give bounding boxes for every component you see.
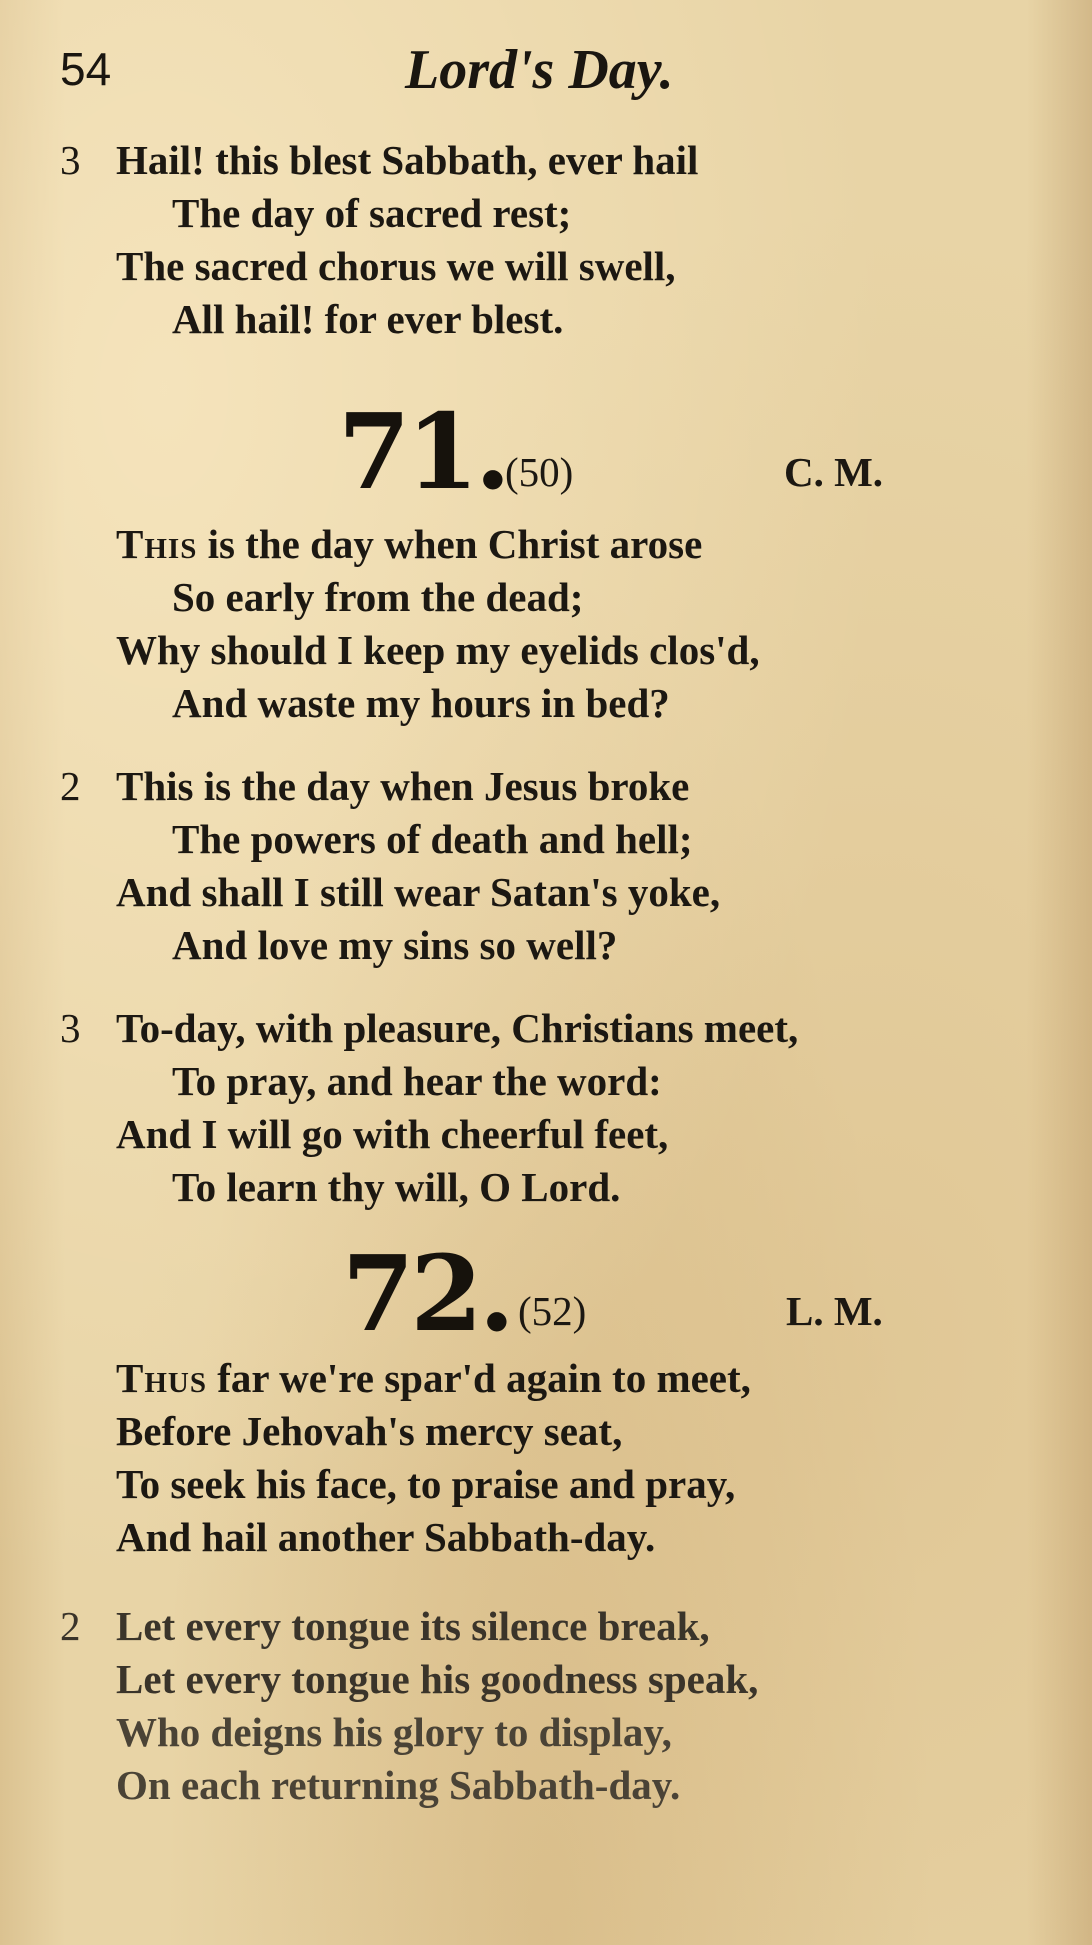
hymn-meter: L. M.	[786, 1288, 883, 1334]
verse-line: And waste my hours in bed?	[172, 680, 670, 726]
page-number: 54	[60, 43, 112, 95]
verse-line: Before Jehovah's mercy seat,	[116, 1408, 623, 1454]
verse-number: 2	[60, 1603, 81, 1649]
hymn-number: 72.	[342, 1232, 511, 1355]
hymn-72-heading	[0, 1232, 1092, 1355]
verse-line: And love my sins so well?	[172, 922, 618, 968]
hymn-meter: C. M.	[784, 449, 884, 495]
verse-line: All hail! for ever blest.	[172, 296, 564, 342]
verse-line: This is the day when Jesus broke	[116, 763, 690, 809]
verse-line: So early from the dead;	[172, 574, 584, 620]
verse-line: To learn thy will, O Lord.	[172, 1164, 621, 1210]
verse-line: far we're spar'd again to meet,	[206, 1355, 751, 1401]
verse-line: On each returning Sabbath-day.	[116, 1762, 681, 1808]
verse-line: Who deigns his glory to display,	[116, 1709, 672, 1755]
verse-line: And I will go with cheerful feet,	[116, 1111, 669, 1157]
verse-line: To seek his face, to praise and pray,	[116, 1461, 736, 1507]
verse-number: 3	[60, 1005, 81, 1051]
prev-hymn-verse-3	[60, 134, 698, 346]
hymn-alt-number: (52)	[518, 1288, 587, 1334]
verse-line: Hail! this blest Sabbath, ever hail	[116, 137, 699, 183]
verse-line: To pray, and hear the word:	[172, 1058, 662, 1104]
hymn-72-verse-2	[60, 1600, 758, 1812]
verse-line: The day of sacred rest;	[172, 190, 572, 236]
verse-line: Why should I keep my eyelids clos'd,	[116, 627, 760, 673]
verse-first-word: This	[116, 521, 198, 567]
hymn-72-verse-1	[60, 1352, 751, 1564]
hymn-71-heading	[0, 390, 1092, 513]
verse-line: The sacred chorus we will swell,	[116, 243, 676, 289]
verse-line: Let every tongue his goodness speak,	[116, 1656, 759, 1702]
verse-line: And shall I still wear Satan's yoke,	[116, 869, 721, 915]
verse-first-word: Thus	[116, 1355, 207, 1401]
hymn-alt-number: (50)	[505, 449, 574, 495]
hymn-number: 71.	[338, 390, 507, 513]
verse-line: The powers of death and hell;	[172, 816, 693, 862]
hymn-71-verse-1	[60, 518, 760, 730]
verse-line: Let every tongue its silence break,	[116, 1603, 710, 1649]
running-title: Lord's Day.	[405, 39, 674, 101]
hymn-71-verse-2	[60, 760, 720, 972]
hymn-71-verse-3	[60, 1002, 798, 1214]
verse-number: 3	[60, 137, 81, 183]
verse-number: 2	[60, 763, 81, 809]
verse-line: To-day, with pleasure, Christians meet,	[116, 1005, 799, 1051]
verse-line: is the day when Christ arose	[197, 521, 703, 567]
verse-line: And hail another Sabbath-day.	[116, 1514, 656, 1560]
page-header	[60, 39, 1060, 112]
